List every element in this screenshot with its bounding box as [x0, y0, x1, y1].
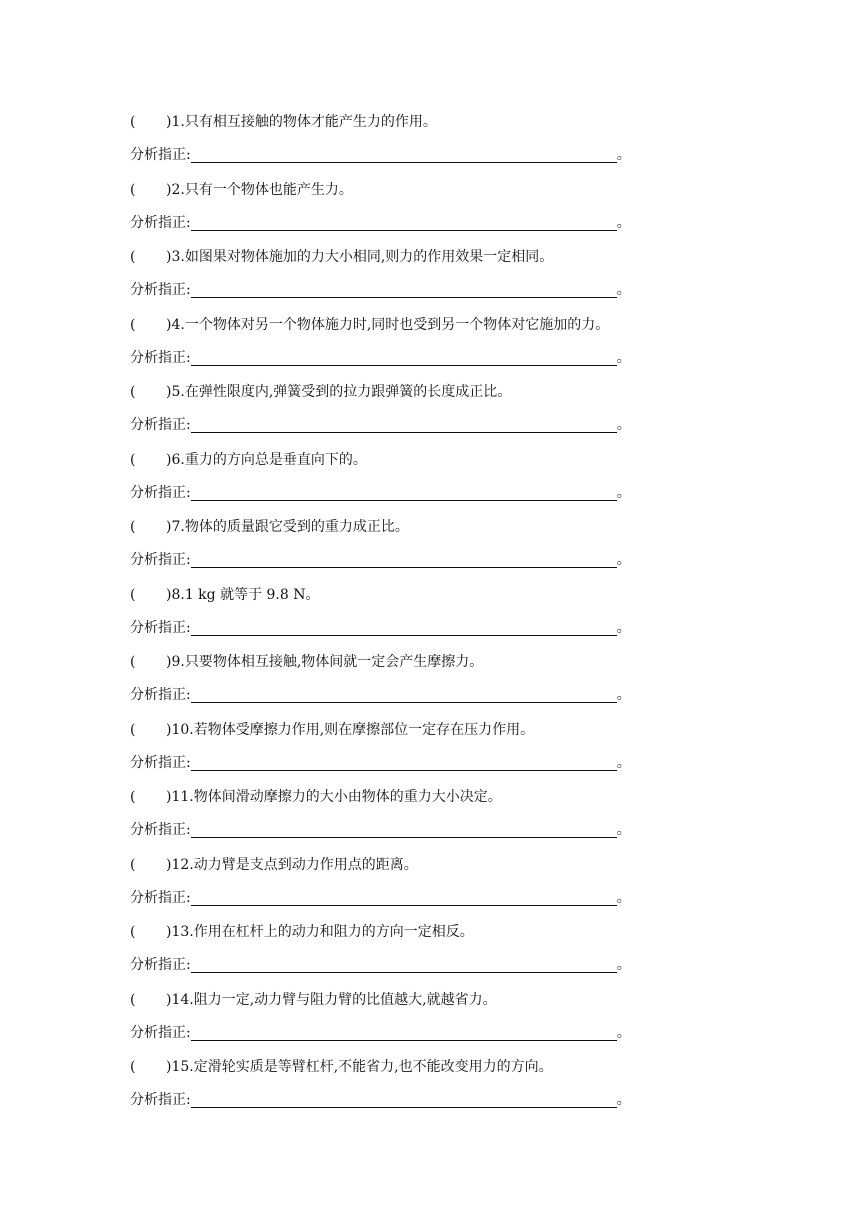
analysis-answer-blank[interactable]	[191, 683, 617, 703]
analysis-answer-blank[interactable]	[191, 616, 617, 636]
analysis-label: 分析指正:	[130, 147, 191, 163]
analysis-line	[130, 346, 631, 370]
analysis-line	[130, 683, 631, 707]
question-item	[130, 650, 650, 718]
answer-blank-paren[interactable]: (	[130, 789, 136, 805]
analysis-period: 。	[616, 552, 631, 568]
question-statement: )2.只有一个物体也能产生力。	[166, 181, 353, 198]
analysis-label: 分析指正:	[130, 822, 191, 838]
question-statement: )4.一个物体对另一个物体施力时,同时也受到另一个物体对它施加的力。	[166, 316, 610, 333]
analysis-period: 。	[616, 484, 631, 501]
question-item	[130, 785, 650, 853]
analysis-label: 分析指正:	[130, 417, 191, 433]
answer-blank-paren[interactable]: (	[130, 991, 136, 1008]
true-false-question-list	[130, 110, 650, 1123]
analysis-period: 。	[616, 417, 631, 433]
question-item	[130, 1055, 650, 1123]
question-statement: )13.作用在杠杆上的动力和阻力的方向一定相反。	[166, 924, 474, 940]
analysis-label: 分析指正:	[130, 214, 191, 231]
question-statement: )8.1 kg 就等于 9.8 N。	[166, 586, 320, 603]
analysis-period: 。	[616, 754, 631, 771]
analysis-line	[130, 886, 631, 910]
question-line	[130, 178, 353, 202]
question-statement: )6.重力的方向总是垂直向下的。	[166, 451, 367, 468]
question-item	[130, 178, 650, 246]
analysis-line	[130, 278, 631, 302]
question-statement: )7.物体的质量跟它受到的重力成正比。	[166, 519, 409, 535]
analysis-label: 分析指正:	[130, 687, 191, 703]
analysis-answer-blank[interactable]	[191, 143, 617, 163]
analysis-line	[130, 1021, 631, 1045]
question-line	[130, 1055, 553, 1079]
analysis-period: 。	[616, 214, 631, 231]
question-item	[130, 718, 650, 786]
question-line	[130, 988, 497, 1012]
analysis-answer-blank[interactable]	[191, 751, 617, 771]
question-statement: )15.定滑轮实质是等臂杠杆,不能省力,也不能改变用力的方向。	[166, 1059, 553, 1075]
answer-blank-paren[interactable]: (	[130, 519, 136, 535]
answer-blank-paren[interactable]: (	[130, 586, 136, 603]
analysis-line	[130, 751, 631, 775]
analysis-period: 。	[616, 619, 631, 636]
analysis-label: 分析指正:	[130, 282, 191, 298]
analysis-answer-blank[interactable]	[191, 481, 617, 501]
question-line	[130, 650, 483, 674]
question-line	[130, 110, 437, 134]
question-statement: )10.若物体受摩擦力作用,则在摩擦部位一定存在压力作用。	[166, 721, 535, 738]
question-statement: )12.动力臂是支点到动力作用点的距离。	[166, 856, 418, 873]
answer-blank-paren[interactable]: (	[130, 1059, 136, 1075]
analysis-line	[130, 616, 631, 640]
answer-blank-paren[interactable]: (	[130, 451, 136, 468]
answer-blank-paren[interactable]: (	[130, 924, 136, 940]
answer-blank-paren[interactable]: (	[130, 316, 136, 333]
analysis-answer-blank[interactable]	[191, 278, 617, 298]
analysis-period: 。	[616, 282, 631, 298]
analysis-label: 分析指正:	[130, 1024, 191, 1041]
question-line	[130, 785, 502, 809]
question-item	[130, 853, 650, 921]
analysis-label: 分析指正:	[130, 1092, 191, 1108]
analysis-period: 。	[616, 1092, 631, 1108]
analysis-line	[130, 818, 631, 842]
answer-blank-paren[interactable]: (	[130, 856, 136, 873]
analysis-line	[130, 953, 631, 977]
answer-blank-paren[interactable]: (	[130, 181, 136, 198]
question-item	[130, 988, 650, 1056]
question-item	[130, 313, 650, 381]
question-statement: )3.如图果对物体施加的力大小相同,则力的作用效果一定相同。	[166, 249, 554, 265]
analysis-period: 。	[616, 889, 631, 906]
analysis-period: 。	[616, 957, 631, 973]
analysis-answer-blank[interactable]	[191, 1021, 617, 1041]
analysis-period: 。	[616, 147, 631, 163]
question-line	[130, 448, 367, 472]
question-line	[130, 583, 320, 607]
question-statement: )14.阻力一定,动力臂与阻力臂的比值越大,就越省力。	[166, 991, 497, 1008]
analysis-answer-blank[interactable]	[191, 1088, 617, 1108]
question-item	[130, 110, 650, 178]
analysis-label: 分析指正:	[130, 552, 191, 568]
analysis-line	[130, 481, 631, 505]
answer-blank-paren[interactable]: (	[130, 654, 136, 670]
analysis-answer-blank[interactable]	[191, 413, 617, 433]
analysis-period: 。	[616, 349, 631, 366]
analysis-label: 分析指正:	[130, 754, 191, 771]
question-item	[130, 245, 650, 313]
analysis-answer-blank[interactable]	[191, 953, 617, 973]
analysis-label: 分析指正:	[130, 349, 191, 366]
analysis-line	[130, 548, 631, 572]
analysis-answer-blank[interactable]	[191, 548, 617, 568]
analysis-period: 。	[616, 687, 631, 703]
question-line	[130, 515, 409, 539]
question-item	[130, 920, 650, 988]
question-statement: )5.在弹性限度内,弹簧受到的拉力跟弹簧的长度成正比。	[166, 384, 512, 400]
analysis-answer-blank[interactable]	[191, 211, 617, 231]
analysis-label: 分析指正:	[130, 889, 191, 906]
answer-blank-paren[interactable]: (	[130, 384, 136, 400]
question-statement: )11.物体间滑动摩擦力的大小由物体的重力大小决定。	[166, 789, 502, 805]
question-line	[130, 853, 418, 877]
question-line	[130, 920, 474, 944]
answer-blank-paren[interactable]: (	[130, 114, 136, 130]
analysis-period: 。	[616, 822, 631, 838]
analysis-label: 分析指正:	[130, 957, 191, 973]
question-line	[130, 718, 534, 742]
analysis-line	[130, 413, 631, 437]
question-statement: )9.只要物体相互接触,物体间就一定会产生摩擦力。	[166, 654, 484, 670]
question-item	[130, 583, 650, 651]
analysis-period: 。	[616, 1024, 631, 1041]
analysis-line	[130, 211, 631, 235]
answer-blank-paren[interactable]: (	[130, 721, 136, 738]
question-line	[130, 313, 609, 337]
analysis-answer-blank[interactable]	[191, 346, 617, 366]
question-item	[130, 448, 650, 516]
analysis-answer-blank[interactable]	[191, 886, 617, 906]
analysis-line	[130, 1088, 631, 1112]
analysis-label: 分析指正:	[130, 484, 191, 501]
analysis-label: 分析指正:	[130, 619, 191, 636]
question-line	[130, 380, 511, 404]
question-item	[130, 515, 650, 583]
question-line	[130, 245, 553, 269]
question-item	[130, 380, 650, 448]
analysis-answer-blank[interactable]	[191, 818, 617, 838]
answer-blank-paren[interactable]: (	[130, 249, 136, 265]
analysis-line	[130, 143, 631, 167]
question-statement: )1.只有相互接触的物体才能产生力的作用。	[166, 114, 437, 130]
